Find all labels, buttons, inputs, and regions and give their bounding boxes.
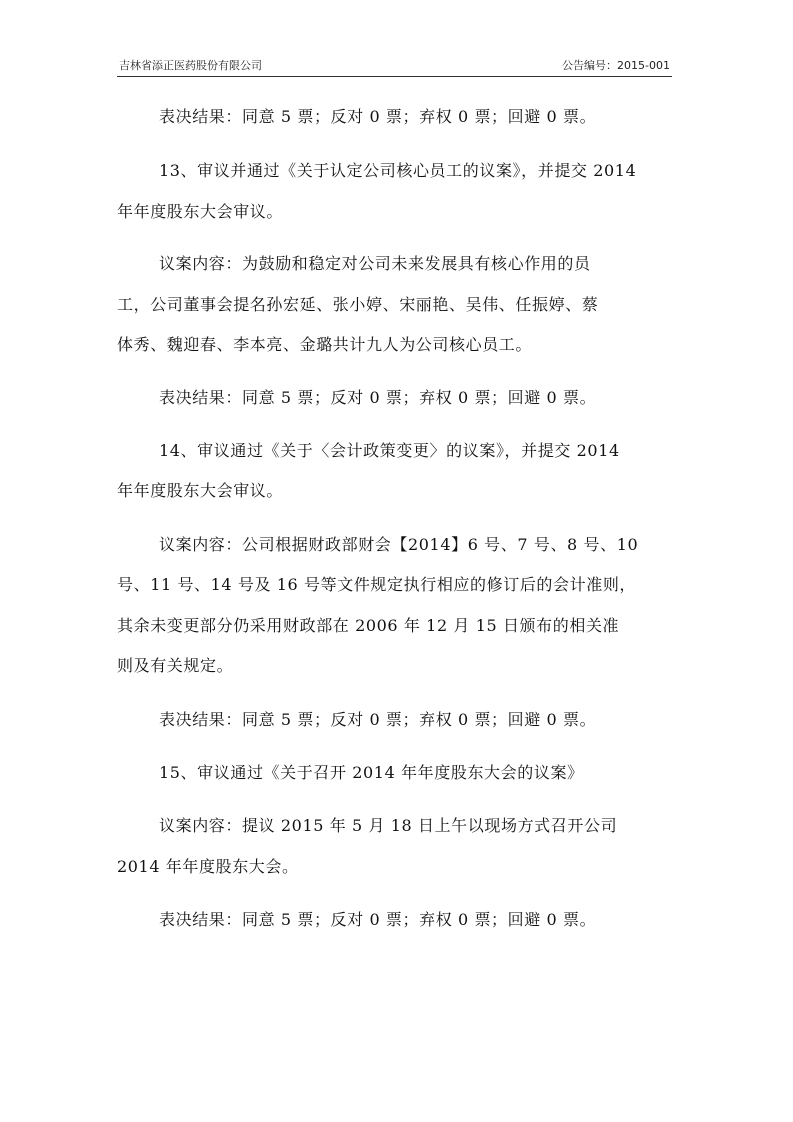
vote-result-2: 表决结果：同意 5 票；反对 0 票；弃权 0 票；回避 0 票。 xyxy=(159,388,597,407)
item-13-title: 13、审议并通过《关于认定公司核心员工的议案》，并提交 2014 xyxy=(159,161,637,180)
item-13-content-cont-2: 体秀、魏迎春、李本亮、金璐共计九人为公司核心员工。 xyxy=(117,335,533,354)
item-14-content-cont-1: 号、11 号、14 号及 16 号等文件规定执行相应的修订后的会计准则， xyxy=(117,575,637,594)
item-13-title-cont: 年年度股东大会审议。 xyxy=(117,202,284,221)
item-15-title: 15、审议通过《关于召开 2014 年年度股东大会的议案》 xyxy=(159,763,584,782)
item-13-content-cont-1: 工，公司董事会提名孙宏延、张小婷、宋丽艳、吴伟、任振婷、蔡 xyxy=(117,295,599,314)
item-14-title: 14、审议通过《关于〈会计政策变更〉的议案》，并提交 2014 xyxy=(159,441,620,460)
item-14-content: 议案内容：公司根据财政部财会【2014】6 号、7 号、8 号、10 xyxy=(159,535,639,554)
item-15-content-cont: 2014 年年度股东大会。 xyxy=(117,857,299,876)
vote-result-4: 表决结果：同意 5 票；反对 0 票；弃权 0 票；回避 0 票。 xyxy=(159,910,597,929)
announcement-number: 公告编号：2015-001 xyxy=(562,59,670,72)
item-14-content-cont-3: 则及有关规定。 xyxy=(117,656,234,675)
vote-result-3: 表决结果：同意 5 票；反对 0 票；弃权 0 票；回避 0 票。 xyxy=(159,710,597,729)
company-name: 吉林省添正医药股份有限公司 xyxy=(119,59,262,72)
item-15-content: 议案内容：提议 2015 年 5 月 18 日上午以现场方式召开公司 xyxy=(159,816,618,835)
vote-result-1: 表决结果：同意 5 票；反对 0 票；弃权 0 票；回避 0 票。 xyxy=(159,107,597,126)
item-13-content: 议案内容：为鼓励和稳定对公司未来发展具有核心作用的员 xyxy=(159,254,591,273)
page-header xyxy=(117,56,672,77)
item-14-content-cont-2: 其余未变更部分仍采用财政部在 2006 年 12 月 15 日颁布的相关准 xyxy=(117,616,620,635)
item-14-title-cont: 年年度股东大会审议。 xyxy=(117,481,284,500)
